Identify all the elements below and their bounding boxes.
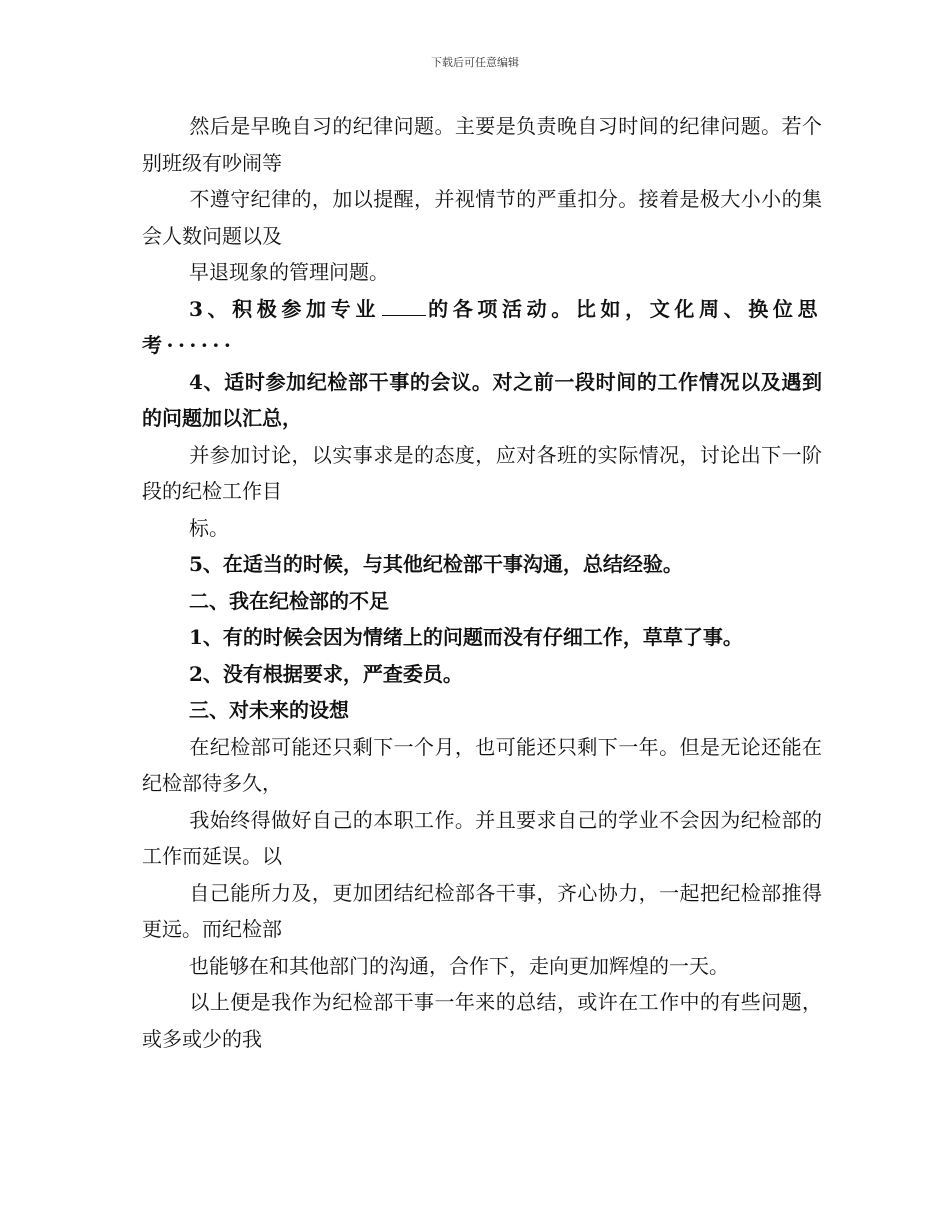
fill-in-blank bbox=[382, 295, 426, 316]
paragraph: 不遵守纪律的，加以提醒，并视情节的严重扣分。接着是极大小小的集会人数问题以及 bbox=[142, 187, 822, 248]
document-body bbox=[142, 108, 822, 1057]
page-header: 下载后可任意编辑 bbox=[431, 56, 519, 69]
section-heading-3: 三、对未来的设想 bbox=[189, 698, 349, 722]
list-item-2: 2、没有根据要求，严查委员。 bbox=[189, 661, 463, 686]
list-item-1: 1、有的时候会因为情绪上的问题而没有仔细工作，草草了事。 bbox=[189, 625, 743, 649]
paragraph: 早退现象的管理问题。 bbox=[189, 260, 389, 284]
paragraph: 以上便是我作为纪检部干事一年来的总结，或许在工作中的有些问题，或多或少的我 bbox=[142, 990, 822, 1051]
paragraph: 在纪检部可能还只剩下一个月，也可能还只剩下一年。但是无论还能在纪检部待多久， bbox=[142, 734, 822, 795]
paragraph: 也能够在和其他部门的沟通，合作下，走向更加辉煌的一天。 bbox=[189, 953, 729, 978]
list-item-5: 5、在适当的时候，与其他纪检部干事沟通，总结经验。 bbox=[189, 552, 683, 576]
list-item-3: 3、积极参加专业 的各项活动。比如，文化周、换位思考······ bbox=[142, 296, 823, 357]
paragraph: 并参加讨论，以实事求是的态度，应对各班的实际情况，讨论出下一阶段的纪检工作目 bbox=[142, 442, 822, 503]
paragraph: 标。 bbox=[189, 515, 229, 540]
paragraph: 然后是早晚自习的纪律问题。主要是负责晚自习时间的纪律问题。若个别班级有吵闹等 bbox=[142, 114, 822, 175]
section-heading-2: 二、我在纪检部的不足 bbox=[189, 588, 389, 613]
list-item-4: 4、适时参加纪检部干事的会议。对之前一段时间的工作情况以及遇到的问题加以汇总， bbox=[142, 369, 822, 430]
paragraph: 自己能所力及，更加团结纪检部各干事，齐心协力，一起把纪检部推得更远。而纪检部 bbox=[142, 880, 822, 941]
paragraph: 我始终得做好自己的本职工作。并且要求自己的学业不会因为纪检部的工作而延误。以 bbox=[142, 807, 822, 868]
